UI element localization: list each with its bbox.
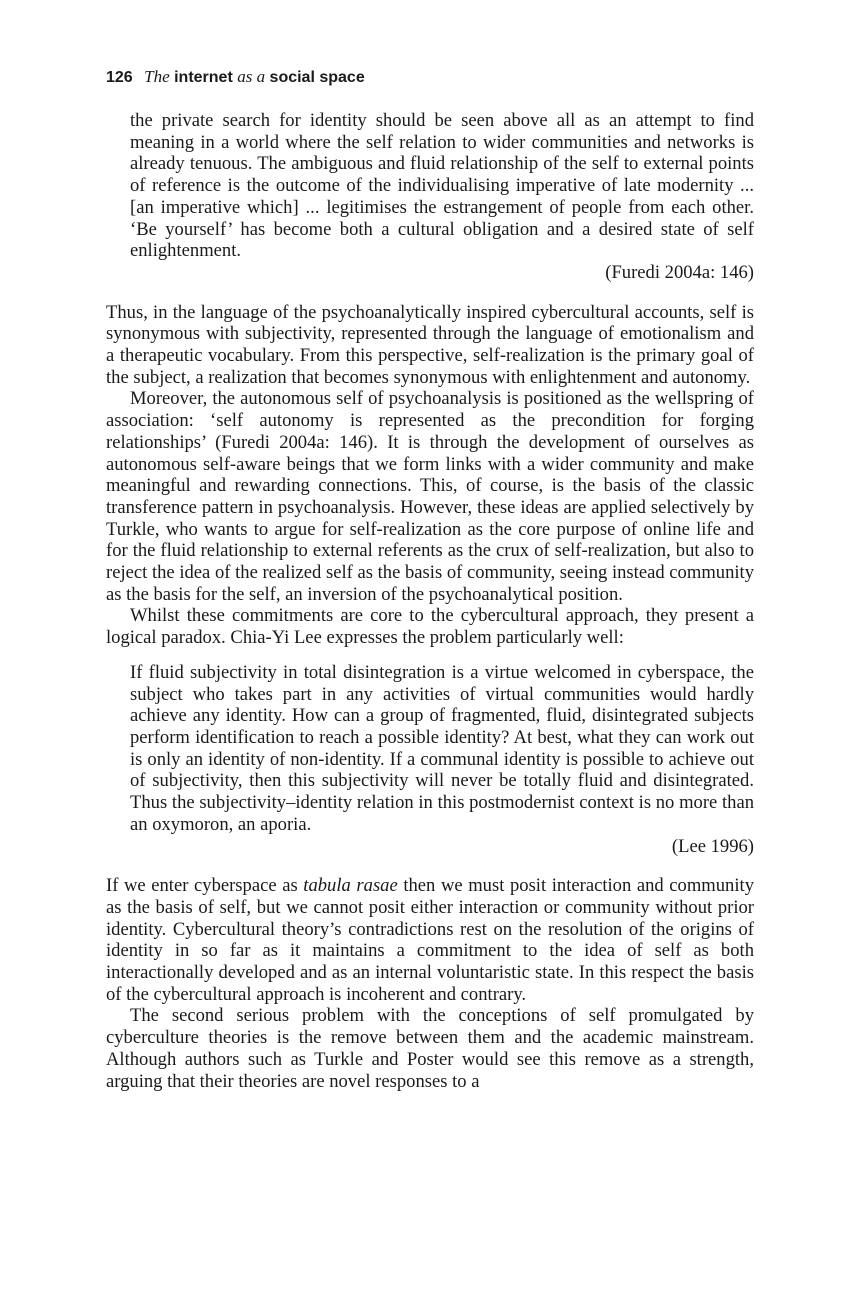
italic-term: tabula rasae xyxy=(303,875,398,897)
block-quote-lee xyxy=(130,662,754,857)
running-head-title-part: as a xyxy=(237,67,266,86)
paragraph xyxy=(106,875,754,1005)
paragraph: Moreover, the autonomous self of psychoanalysis is positioned as the wellspring of association: ‘self autonomy is represented as the precondition for forging relationships’ (Furedi 2004a: 146). It is through the development of ourselves as autonomous self-aware beings that we form links with a wider community and make meaningful and rewarding connections. This, of course, is the basis of the classic transference pattern in psychoanalysis. However, these ideas are applied selectively by Turkle, who wants to argue for self-realization as the core purpose of online life and for the fluid relationship to external referents as the crux of self-realization, but also to reject the idea of the realized self as the basis of community, seeing instead community as the basis for the self, an inversion of the psychoanalytical position. xyxy=(106,388,754,605)
block-quote-citation: (Lee 1996) xyxy=(671,835,754,857)
running-head-title-part: social space xyxy=(265,69,365,86)
running-head xyxy=(106,66,754,89)
running-head-title-part: internet xyxy=(169,69,238,86)
paragraph: Whilst these commitments are core to the cybercultural approach, they present a logical paradox. Chia-Yi Lee expresses the problem particularly well: xyxy=(106,605,754,649)
block-quote-text: the private search for identity should be seen above all as an attempt to find meaning in a world where the self relation to wider communities and networks is already tenuous. The ambiguous and fluid relationship of the self to external points of reference is the outcome of the individualising imperative of late modernity ... [an imperative which] ... legitimises the estrangement of people from each other. ‘Be yourself’ has become both a cultural obligation and a desired state of self enlightenment. xyxy=(130,110,754,262)
paragraph: Thus, in the language of the psychoanalytically inspired cybercultural accounts, self is synonymous with subjectivity, represented through the language of emotionalism and a therapeutic vocabulary. From this perspective, self-realization is the primary goal of the subject, a realization that becomes synonymous with enlightenment and autonomy. xyxy=(106,301,754,388)
paragraph-text: then we must posit interaction and community as the basis of self, but we cannot posit either interaction or community without prior identity. Cybercultural theory’s contradictions rest on the resolution of the origins of identity in so far as it maintains a commitment to the idea of self as both interactionally developed and as an internal voluntaristic state. In this respect the basis of the cybercultural approach is incoherent and contrary. xyxy=(106,875,754,1005)
block-quote-text: If fluid subjectivity in total disintegration is a virtue welcomed in cyberspace, the subject who takes part in any activities of virtual communities would hardly achieve any identity. How can a group of fragmented, fluid, disintegrated subjects perform identification to reach a possible identity? At best, what they can work out is only an identity of non-identity. If a communal identity is possible to achieve out of subjectivity, then this subjectivity will never be totally fluid and disintegrated. Thus the subjectivity–identity relation in this postmodernist context is no more than an oxymoron, an aporia. xyxy=(130,661,754,835)
page-number: 126 xyxy=(106,69,133,86)
book-page xyxy=(106,66,754,1092)
block-quote-furedi xyxy=(130,110,754,284)
running-head-title-part: The xyxy=(144,67,170,86)
paragraph: The second serious problem with the conceptions of self promulgated by cyberculture theories is the remove between them and the academic mainstream. Although authors such as Turkle and Poster would see this remove as a strength, arguing that their theories are novel responses to a xyxy=(106,1005,754,1092)
block-quote-citation: (Furedi 2004a: 146) xyxy=(605,261,754,283)
body-text xyxy=(106,110,754,1092)
paragraph-text: If we enter cyberspace as xyxy=(106,875,304,897)
